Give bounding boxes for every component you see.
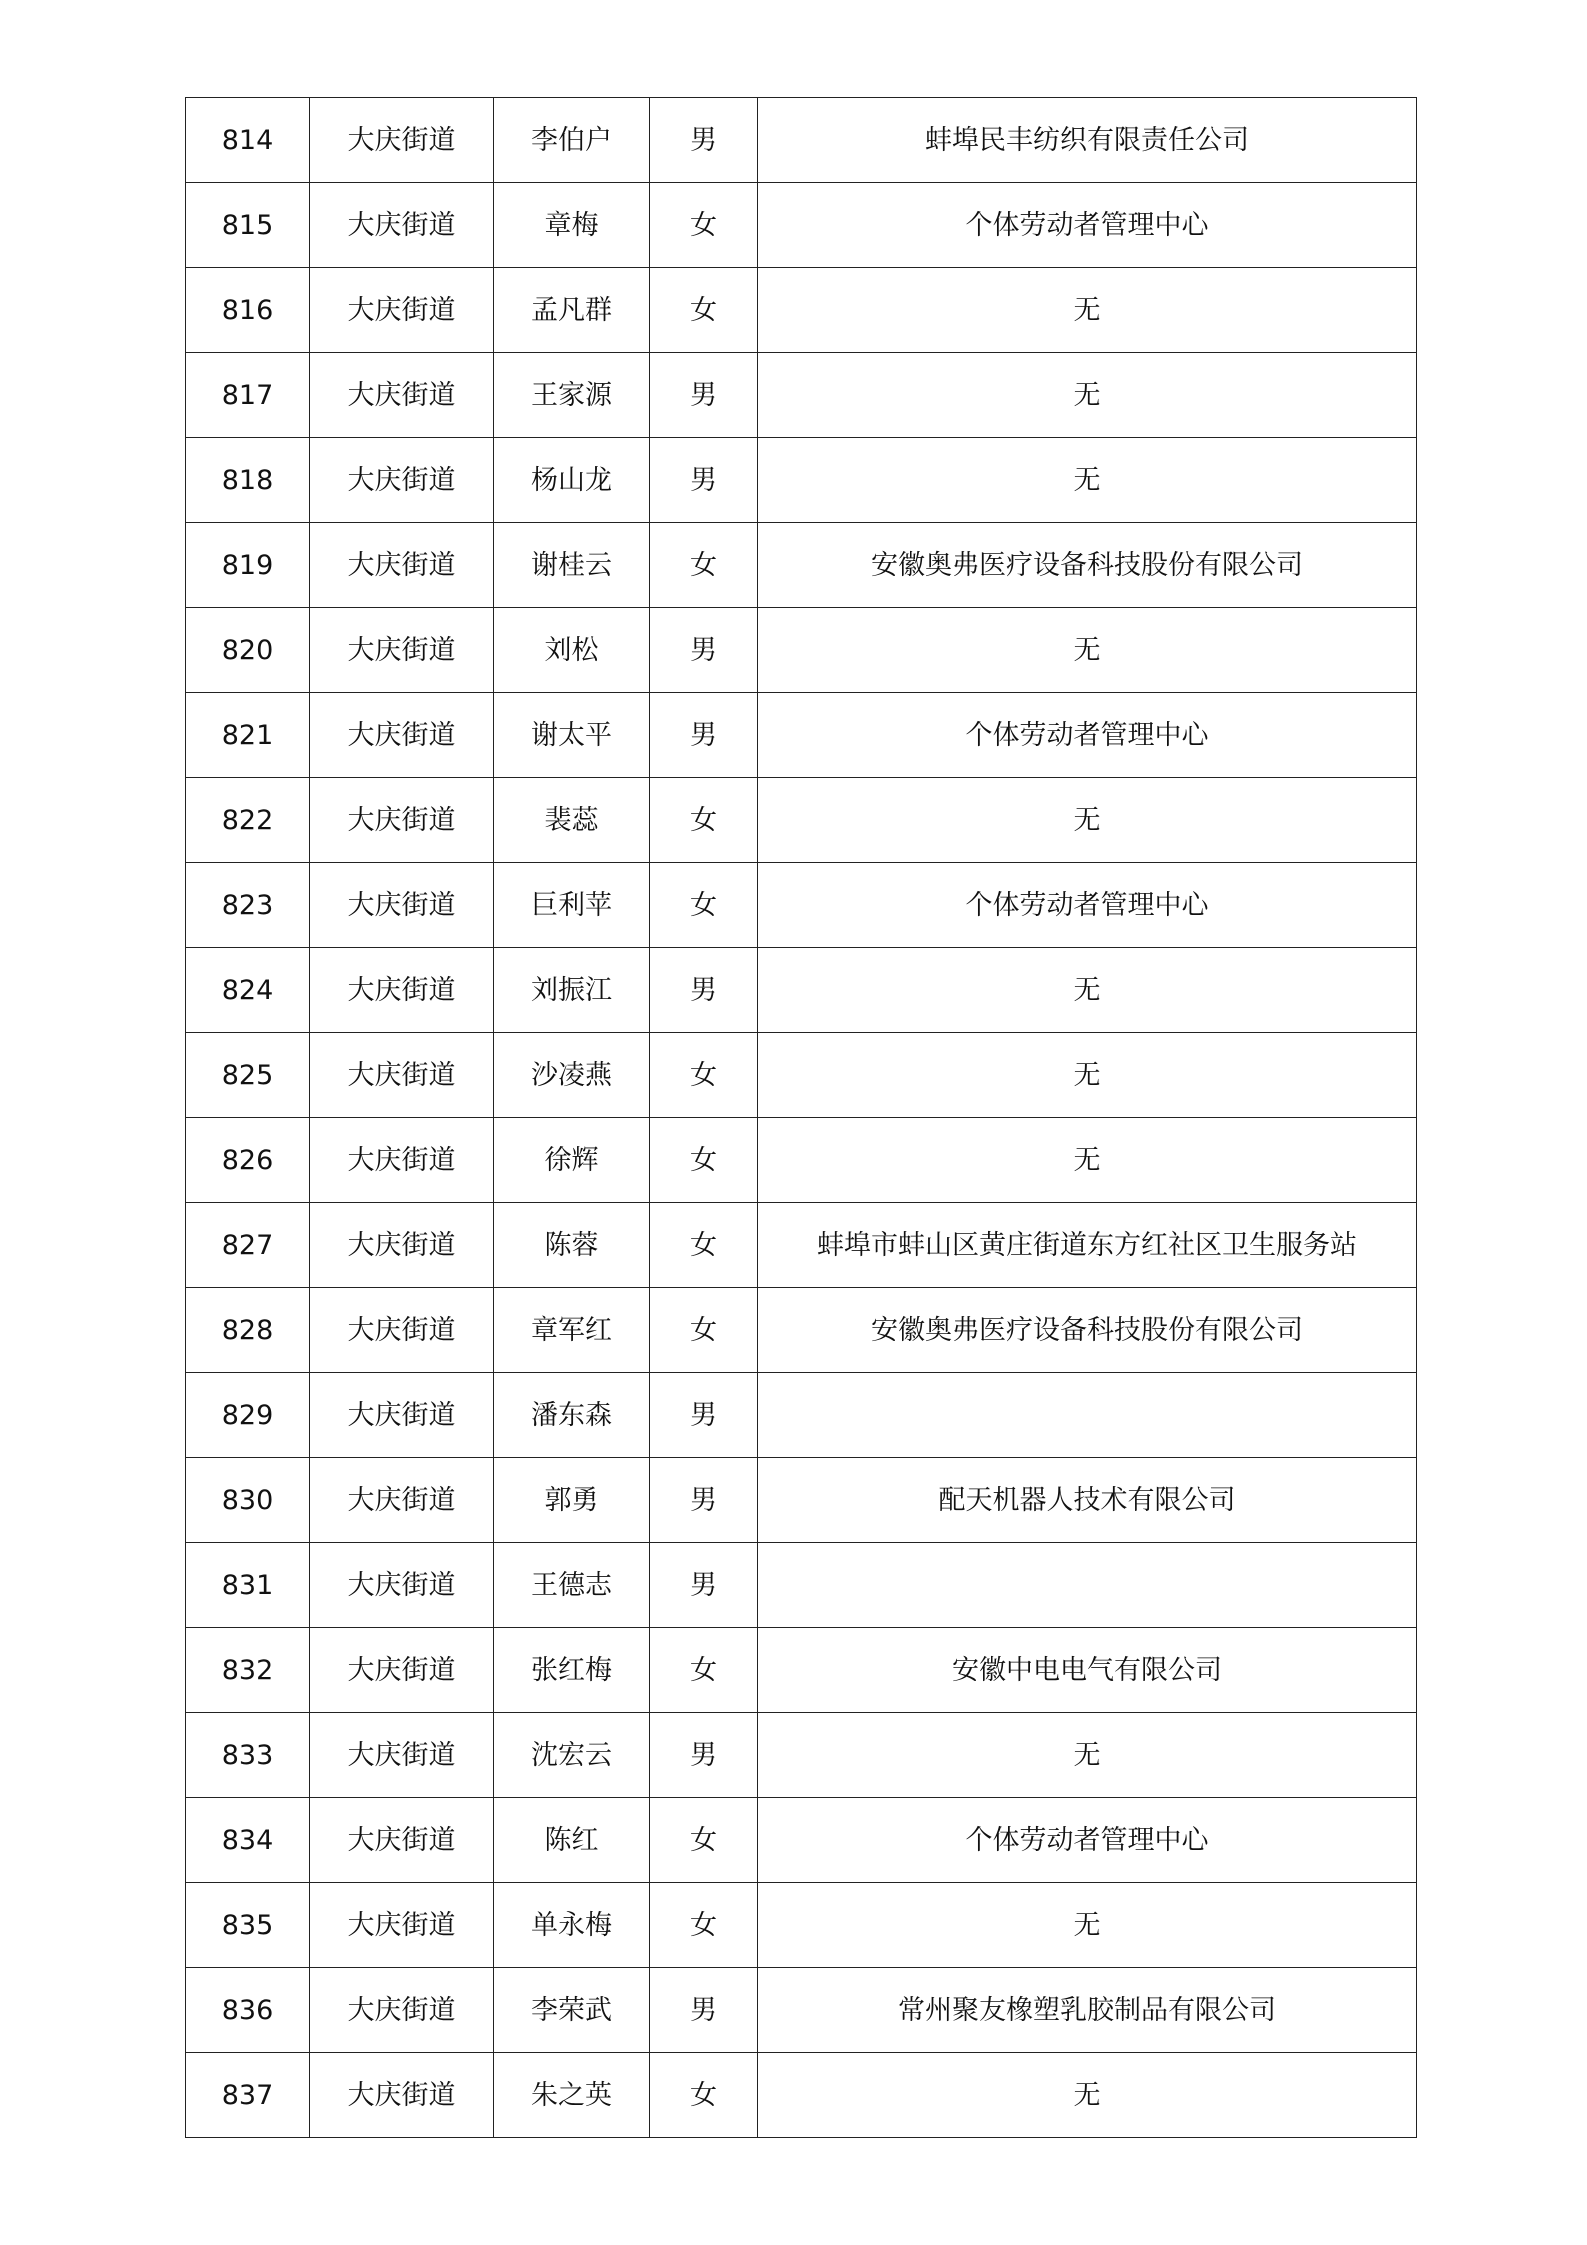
- cell-gender: 女: [650, 1883, 758, 1968]
- cell-gender: 女: [650, 1288, 758, 1373]
- cell-gender: 女: [650, 1203, 758, 1288]
- cell-number: 832: [186, 1628, 310, 1713]
- cell-street: 大庆街道: [310, 1288, 494, 1373]
- table-row: [186, 1203, 1417, 1288]
- cell-name: 巨利苹: [494, 863, 650, 948]
- cell-number: 827: [186, 1203, 310, 1288]
- table-row: [186, 1883, 1417, 1968]
- cell-street: 大庆街道: [310, 1373, 494, 1458]
- cell-number: 825: [186, 1033, 310, 1118]
- cell-organization: 安徽中电电气有限公司: [758, 1628, 1417, 1713]
- table-row: [186, 183, 1417, 268]
- cell-organization: 蚌埠民丰纺织有限责任公司: [758, 98, 1417, 183]
- cell-organization: 安徽奥弗医疗设备科技股份有限公司: [758, 523, 1417, 608]
- cell-number: 820: [186, 608, 310, 693]
- cell-street: 大庆街道: [310, 523, 494, 608]
- table-row: [186, 863, 1417, 948]
- cell-number: 823: [186, 863, 310, 948]
- cell-street: 大庆街道: [310, 2053, 494, 2138]
- cell-name: 张红梅: [494, 1628, 650, 1713]
- cell-organization: 蚌埠市蚌山区黄庄街道东方红社区卫生服务站: [758, 1203, 1417, 1288]
- cell-name: 李伯户: [494, 98, 650, 183]
- table-row: [186, 1713, 1417, 1798]
- table-row: [186, 608, 1417, 693]
- cell-gender: 女: [650, 1118, 758, 1203]
- cell-number: 836: [186, 1968, 310, 2053]
- cell-organization: 个体劳动者管理中心: [758, 863, 1417, 948]
- cell-organization: 无: [758, 778, 1417, 863]
- cell-street: 大庆街道: [310, 1203, 494, 1288]
- cell-organization: 个体劳动者管理中心: [758, 1798, 1417, 1883]
- table-row: [186, 778, 1417, 863]
- cell-name: 沙凌燕: [494, 1033, 650, 1118]
- cell-gender: 男: [650, 98, 758, 183]
- cell-organization: 无: [758, 438, 1417, 523]
- table-row: [186, 1798, 1417, 1883]
- cell-number: 818: [186, 438, 310, 523]
- cell-street: 大庆街道: [310, 778, 494, 863]
- cell-name: 朱之英: [494, 2053, 650, 2138]
- cell-street: 大庆街道: [310, 1968, 494, 2053]
- table-row: [186, 1118, 1417, 1203]
- cell-organization: 无: [758, 1118, 1417, 1203]
- table-row: [186, 268, 1417, 353]
- cell-number: 830: [186, 1458, 310, 1543]
- table-row: [186, 1543, 1417, 1628]
- cell-gender: 女: [650, 1033, 758, 1118]
- cell-gender: 女: [650, 523, 758, 608]
- table-row: [186, 1628, 1417, 1713]
- table-row: [186, 438, 1417, 523]
- cell-name: 陈蓉: [494, 1203, 650, 1288]
- cell-street: 大庆街道: [310, 608, 494, 693]
- cell-name: 李荣武: [494, 1968, 650, 2053]
- cell-gender: 男: [650, 1543, 758, 1628]
- cell-name: 孟凡群: [494, 268, 650, 353]
- cell-gender: 男: [650, 693, 758, 778]
- cell-gender: 男: [650, 1713, 758, 1798]
- cell-name: 沈宏云: [494, 1713, 650, 1798]
- cell-street: 大庆街道: [310, 1458, 494, 1543]
- cell-name: 谢太平: [494, 693, 650, 778]
- table-row: [186, 1458, 1417, 1543]
- cell-name: 陈红: [494, 1798, 650, 1883]
- cell-number: 821: [186, 693, 310, 778]
- cell-gender: 女: [650, 863, 758, 948]
- cell-gender: 女: [650, 1798, 758, 1883]
- cell-street: 大庆街道: [310, 183, 494, 268]
- cell-gender: 男: [650, 1458, 758, 1543]
- cell-number: 829: [186, 1373, 310, 1458]
- cell-organization: 个体劳动者管理中心: [758, 693, 1417, 778]
- cell-number: 822: [186, 778, 310, 863]
- cell-organization: 无: [758, 1883, 1417, 1968]
- cell-organization: [758, 1543, 1417, 1628]
- table-row: [186, 693, 1417, 778]
- cell-number: 834: [186, 1798, 310, 1883]
- table-row: [186, 2053, 1417, 2138]
- cell-gender: 男: [650, 948, 758, 1033]
- cell-street: 大庆街道: [310, 353, 494, 438]
- cell-number: 826: [186, 1118, 310, 1203]
- cell-name: 章梅: [494, 183, 650, 268]
- cell-number: 837: [186, 2053, 310, 2138]
- cell-name: 王家源: [494, 353, 650, 438]
- cell-gender: 男: [650, 353, 758, 438]
- cell-organization: 无: [758, 948, 1417, 1033]
- cell-gender: 女: [650, 268, 758, 353]
- roster-body: [186, 98, 1417, 2138]
- cell-gender: 男: [650, 438, 758, 523]
- cell-organization: 安徽奥弗医疗设备科技股份有限公司: [758, 1288, 1417, 1373]
- table-row: [186, 1033, 1417, 1118]
- cell-street: 大庆街道: [310, 1883, 494, 1968]
- cell-name: 单永梅: [494, 1883, 650, 1968]
- table-row: [186, 1373, 1417, 1458]
- table-row: [186, 948, 1417, 1033]
- cell-organization: 无: [758, 1033, 1417, 1118]
- cell-organization: 无: [758, 608, 1417, 693]
- cell-number: 816: [186, 268, 310, 353]
- cell-gender: 女: [650, 1628, 758, 1713]
- cell-gender: 女: [650, 778, 758, 863]
- cell-number: 831: [186, 1543, 310, 1628]
- cell-number: 824: [186, 948, 310, 1033]
- cell-street: 大庆街道: [310, 863, 494, 948]
- cell-gender: 男: [650, 1373, 758, 1458]
- cell-street: 大庆街道: [310, 1628, 494, 1713]
- cell-street: 大庆街道: [310, 948, 494, 1033]
- cell-name: 裴蕊: [494, 778, 650, 863]
- cell-name: 潘东森: [494, 1373, 650, 1458]
- cell-gender: 男: [650, 1968, 758, 2053]
- cell-organization: 无: [758, 1713, 1417, 1798]
- table-row: [186, 1288, 1417, 1373]
- cell-number: 819: [186, 523, 310, 608]
- table-row: [186, 523, 1417, 608]
- cell-organization: 无: [758, 2053, 1417, 2138]
- cell-name: 刘振江: [494, 948, 650, 1033]
- cell-name: 王德志: [494, 1543, 650, 1628]
- cell-organization: 个体劳动者管理中心: [758, 183, 1417, 268]
- cell-organization: 配天机器人技术有限公司: [758, 1458, 1417, 1543]
- cell-number: 828: [186, 1288, 310, 1373]
- cell-name: 郭勇: [494, 1458, 650, 1543]
- cell-organization: 无: [758, 353, 1417, 438]
- cell-street: 大庆街道: [310, 438, 494, 523]
- cell-gender: 男: [650, 608, 758, 693]
- cell-name: 刘松: [494, 608, 650, 693]
- cell-name: 章军红: [494, 1288, 650, 1373]
- cell-street: 大庆街道: [310, 268, 494, 353]
- cell-number: 815: [186, 183, 310, 268]
- cell-number: 817: [186, 353, 310, 438]
- cell-organization: 无: [758, 268, 1417, 353]
- document-page: [185, 97, 1416, 2138]
- cell-street: 大庆街道: [310, 98, 494, 183]
- cell-organization: 常州聚友橡塑乳胶制品有限公司: [758, 1968, 1417, 2053]
- cell-name: 谢桂云: [494, 523, 650, 608]
- cell-street: 大庆街道: [310, 1118, 494, 1203]
- cell-name: 杨山龙: [494, 438, 650, 523]
- cell-number: 835: [186, 1883, 310, 1968]
- cell-street: 大庆街道: [310, 1798, 494, 1883]
- table-row: [186, 1968, 1417, 2053]
- cell-organization: [758, 1373, 1417, 1458]
- cell-number: 833: [186, 1713, 310, 1798]
- table-row: [186, 353, 1417, 438]
- cell-gender: 女: [650, 2053, 758, 2138]
- cell-name: 徐辉: [494, 1118, 650, 1203]
- cell-number: 814: [186, 98, 310, 183]
- cell-street: 大庆街道: [310, 1713, 494, 1798]
- cell-street: 大庆街道: [310, 1543, 494, 1628]
- cell-street: 大庆街道: [310, 1033, 494, 1118]
- cell-gender: 女: [650, 183, 758, 268]
- table-row: [186, 98, 1417, 183]
- cell-street: 大庆街道: [310, 693, 494, 778]
- roster-table: [185, 97, 1417, 2138]
